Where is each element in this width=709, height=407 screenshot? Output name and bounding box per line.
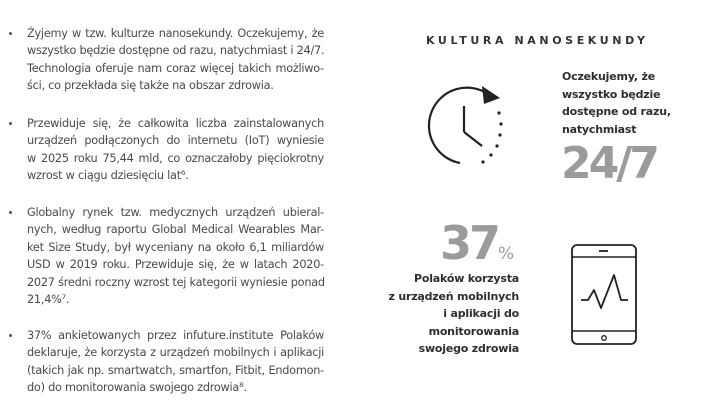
text-line: USD w 2019 roku. Przewiduje się, że w latach 2020- [27,258,324,272]
bullet-item [27,327,324,397]
clock-arrow-icon [420,76,515,171]
stat-37-unit: % [498,244,515,264]
text-line: natychmiast [562,122,637,136]
text-line: i aplikacji do [443,307,519,320]
text-line: 37% ankietowanych przez infuture.institute Polaków [27,329,324,342]
expectation-text [562,68,671,138]
text-line: (takich jak np. smartwatch, smartfon, Fitbit, Endomon- [27,363,324,377]
bullet-item [27,25,324,95]
text-line: w 2025 roku 75,44 mld, co oznaczałoby pięciokrotny [27,151,324,165]
text-line: Polaków korzysta [414,272,519,285]
text-line: ści, co przekłada się także na obszar zdrowia. [27,79,274,93]
text-line: Oczekujemy, że [562,70,655,83]
text-line: wszystko będzie [562,87,661,101]
text-line: nych, według raportu Global Medical Wearables Mar- [27,223,324,237]
text-line: do) do monitorowania swojego zdrowia⁸. [27,381,247,395]
text-line: ket Size Study, był wyceniany na około 6,1 miliardów [27,240,324,254]
text-line: dostępne od razu, [562,105,671,118]
text-line: Przewiduje się, że całkowita liczba zainstalowanych [27,117,324,130]
bullet-item [27,204,324,308]
text-line: urządzeń podłączonych do internetu (IoT) wyniesie [27,134,324,148]
text-line: wzrost w ciągu dziesięciu lat⁶. [27,169,189,183]
stat-37: 37 [440,216,499,270]
bullet-dot [9,334,12,337]
text-line: deklaruje, że korzysta z urządzeń mobilnych i aplikacji [27,346,324,360]
bullet-item [27,115,324,185]
text-line: Technologia oferuje nam coraz więcej takich możliwo- [27,61,324,75]
poles-text [389,270,520,358]
text-line: swojego zdrowia [418,342,519,355]
infographic-title: KULTURA NANOSEKUNDY [426,34,649,47]
text-line: 21,4%⁷. [27,293,70,307]
text-line: monitorowania [428,324,519,338]
bullet-dot [9,32,12,35]
bullet-dot [9,211,12,214]
text-line: Żyjemy w tzw. kulturze nanosekundy. Oczekujemy, że [27,27,324,40]
text-line: wszystko będzie dostępne od razu, natychmiast i 24/7. [27,44,325,58]
text-line: 2027 średni roczny wzrost tej kategorii wyniesie ponad [27,275,325,289]
text-line: Globalny rynek tzw. medycznych urządzeń ubieral- [27,206,324,219]
bullet-dot [9,122,12,125]
stat-24-7: 24/7 [561,138,657,189]
text-line: z urządzeń mobilnych [388,289,519,303]
smartphone-heartbeat-icon [570,243,640,347]
